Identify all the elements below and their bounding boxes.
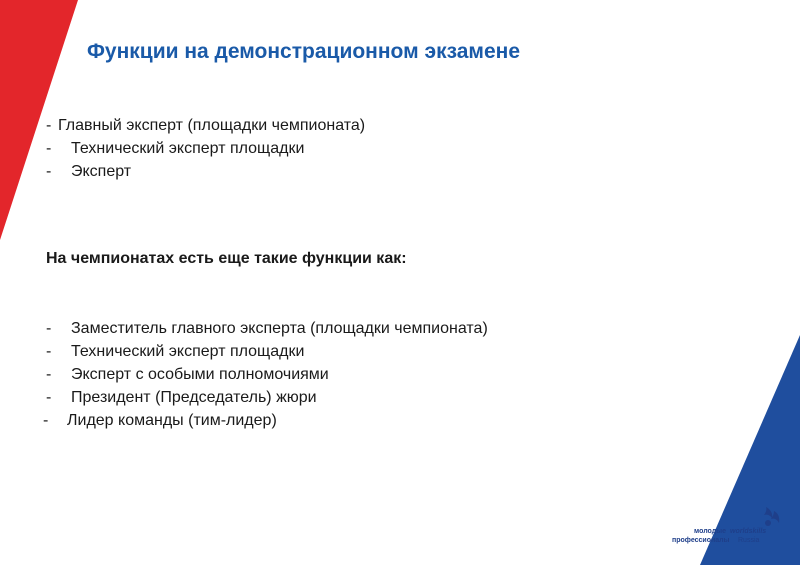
list-item-text: Президент (Председатель) жюри <box>71 389 317 406</box>
worldskills-logo <box>672 505 784 547</box>
list-item-text: Технический эксперт площадки <box>71 140 305 157</box>
list-dash: - <box>46 117 52 134</box>
list-dash: - <box>46 389 52 406</box>
list-item-text: Лидер команды (тим-лидер) <box>67 412 277 429</box>
slide-title: Функции на демонстрационном экзамене <box>87 40 520 63</box>
list-dash: - <box>46 163 52 180</box>
list-item-text: Заместитель главного эксперта (площадки чемпионата) <box>71 320 488 337</box>
list-dash: - <box>46 366 52 383</box>
list-dash: - <box>46 343 52 360</box>
logo-brand: worldskills <box>730 528 767 535</box>
list-item-text: Главный эксперт (площадки чемпионата) <box>58 117 366 134</box>
list-item-text: Эксперт <box>71 163 132 180</box>
logo-region: Russia <box>738 537 760 544</box>
list-item-text: Технический эксперт площадки <box>71 343 305 360</box>
list-item-text: Эксперт с особыми полномочиями <box>71 366 329 383</box>
worldskills-emblem-icon <box>760 505 784 529</box>
list-dash: - <box>46 320 52 337</box>
list-dash: - <box>46 140 52 157</box>
list-dash: - <box>43 412 49 429</box>
logo-line2: профессионалы <box>672 537 730 544</box>
subheading: На чемпионатах есть еще такие функции как: <box>46 250 407 267</box>
logo-line1: молодые <box>694 528 727 535</box>
